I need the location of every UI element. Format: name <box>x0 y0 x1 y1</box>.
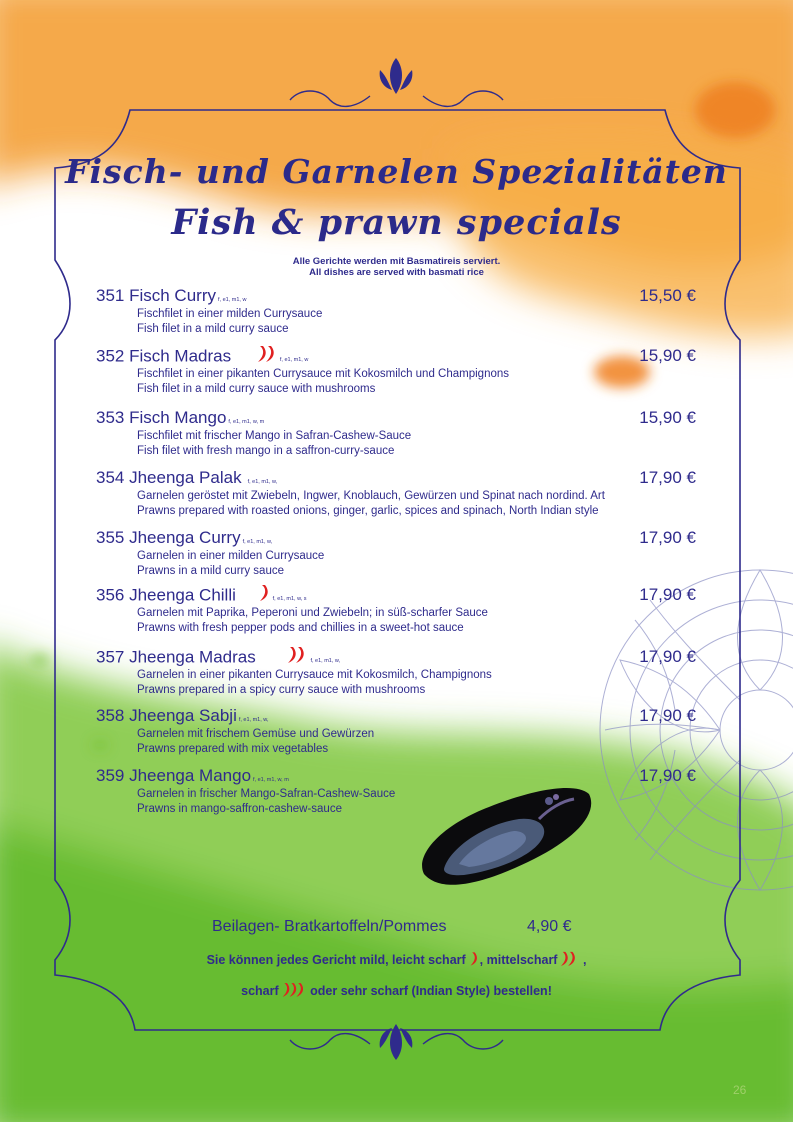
item-desc-german: Fischfilet in einer milden Currysauce <box>137 308 323 320</box>
sides-label: Beilagen- Bratkartoffeln/Pommes <box>212 918 447 935</box>
item-allergens: f, e1, m1, w, <box>242 539 273 545</box>
item-desc-english: Fish filet in a mild curry sauce with mushrooms <box>137 383 376 395</box>
item-desc-english: Prawns prepared with roasted onions, ginger, garlic, spices and spinach, North Indian style <box>137 505 599 517</box>
spice-text-medium: , mittelscharf <box>479 952 558 967</box>
chili-icon <box>256 345 276 369</box>
item-desc-german: Fischfilet mit frischer Mango in Safran-Cashew-Sauce <box>137 430 412 442</box>
menu-item-351 <box>96 285 696 337</box>
menu-item-354 <box>96 467 696 519</box>
item-price: 15,50 € <box>639 286 696 305</box>
item-desc-german: Garnelen in einer milden Currysauce <box>137 550 325 562</box>
item-desc-english: Fish filet in a mild curry sauce <box>137 323 289 335</box>
item-price: 17,90 € <box>639 647 696 666</box>
item-allergens: f, e1, m1, w, s <box>272 596 307 603</box>
item-price: 17,90 € <box>639 585 696 604</box>
menu-item-357 <box>96 646 696 698</box>
item-name: 359 Jheenga Mango <box>96 766 252 785</box>
item-desc-german: Fischfilet in einer pikanten Currysauce mit Kokosmilch und Champignons <box>137 368 510 380</box>
sides-price: 4,90 € <box>527 918 572 935</box>
item-desc-german: Garnelen in frischer Mango-Safran-Cashew-Sauce <box>137 788 396 800</box>
item-price: 17,90 € <box>639 706 696 725</box>
item-price: 17,90 € <box>639 528 696 547</box>
menu-item-352 <box>96 345 696 397</box>
item-name: 352 Fisch Madras <box>96 346 232 366</box>
spice-text-mild: Sie können jedes Gericht mild, leicht scharf <box>206 952 466 967</box>
page-number: 26 <box>733 1083 747 1097</box>
menu-item-353 <box>96 407 696 459</box>
item-desc-english: Prawns in mango-saffron-cashew-sauce <box>137 803 342 815</box>
item-allergens: f, e1, m1, w, <box>238 717 269 723</box>
rice-note-english: All dishes are served with basmati rice <box>309 267 484 278</box>
item-price: 17,90 € <box>639 468 696 487</box>
spice-text-hot: scharf <box>241 983 279 998</box>
chili-icon <box>257 584 269 608</box>
spice-legend-line2 <box>0 982 793 1001</box>
item-name: 357 Jheenga Madras <box>96 647 256 667</box>
menu-item-358 <box>96 705 696 757</box>
fish-dish-photo <box>414 779 594 899</box>
spice-legend-line1 <box>0 951 793 970</box>
spice-text-comma: , <box>579 952 587 967</box>
item-name: 354 Jheenga Palak <box>96 468 242 487</box>
item-allergens: f, e1, m1, w <box>217 297 247 303</box>
item-name: 351 Fisch Curry <box>96 286 216 305</box>
item-allergens: f, e1, m1, w, m <box>228 419 265 425</box>
item-price: 17,90 € <box>639 766 696 785</box>
item-allergens: f, e1, m1, w, <box>310 658 341 665</box>
item-desc-german: Garnelen mit frischem Gemüse und Gewürzen <box>137 728 375 740</box>
item-name: 353 Fisch Mango <box>96 408 227 427</box>
title-english: Fish & prawn specials <box>171 202 622 243</box>
chili-icon <box>281 982 305 1001</box>
item-desc-german: Garnelen geröstet mit Zwiebeln, Ingwer, Knoblauch, Gewürzen und Spinat nach nordind. Art <box>137 490 605 502</box>
chili-icon <box>559 951 577 970</box>
item-allergens: f, e1, m1, w, <box>247 479 278 485</box>
menu-item-355 <box>96 527 696 579</box>
item-allergens: f, e1, m1, w <box>279 357 309 364</box>
item-desc-english: Prawns in a mild curry sauce <box>137 565 284 577</box>
item-desc-english: Prawns prepared with mix vegetables <box>137 743 329 755</box>
item-desc-english: Prawns prepared in a spicy curry sauce with mushrooms <box>137 684 426 696</box>
item-desc-english: Prawns with fresh pepper pods and chillies in a sweet-hot sauce <box>137 622 464 634</box>
rice-note-german: Alle Gerichte werden mit Basmatireis serviert. <box>292 256 501 267</box>
menu-item-356 <box>96 584 696 636</box>
item-price: 15,90 € <box>639 346 696 365</box>
item-desc-english: Fish filet with fresh mango in a saffron-curry-sauce <box>137 445 395 457</box>
item-desc-german: Garnelen in einer pikanten Currysauce mit Kokosmilch, Champignons <box>137 669 492 681</box>
item-price: 15,90 € <box>639 408 696 427</box>
spice-text-order: oder sehr scharf (Indian Style) bestellen! <box>306 983 552 998</box>
chili-icon <box>286 646 306 670</box>
item-desc-german: Garnelen mit Paprika, Peperoni und Zwiebeln; in süß-scharfer Sauce <box>137 607 488 619</box>
chili-icon <box>468 951 478 970</box>
item-name: 358 Jheenga Sabji <box>96 706 237 725</box>
item-name: 356 Jheenga Chilli <box>96 585 236 605</box>
item-allergens: f, e1, m1, w, m <box>253 777 289 783</box>
title-german: Fisch- und Garnelen Spezialitäten <box>65 152 728 191</box>
item-name: 355 Jheenga Curry <box>96 528 241 547</box>
menu-item-359 <box>96 765 696 817</box>
